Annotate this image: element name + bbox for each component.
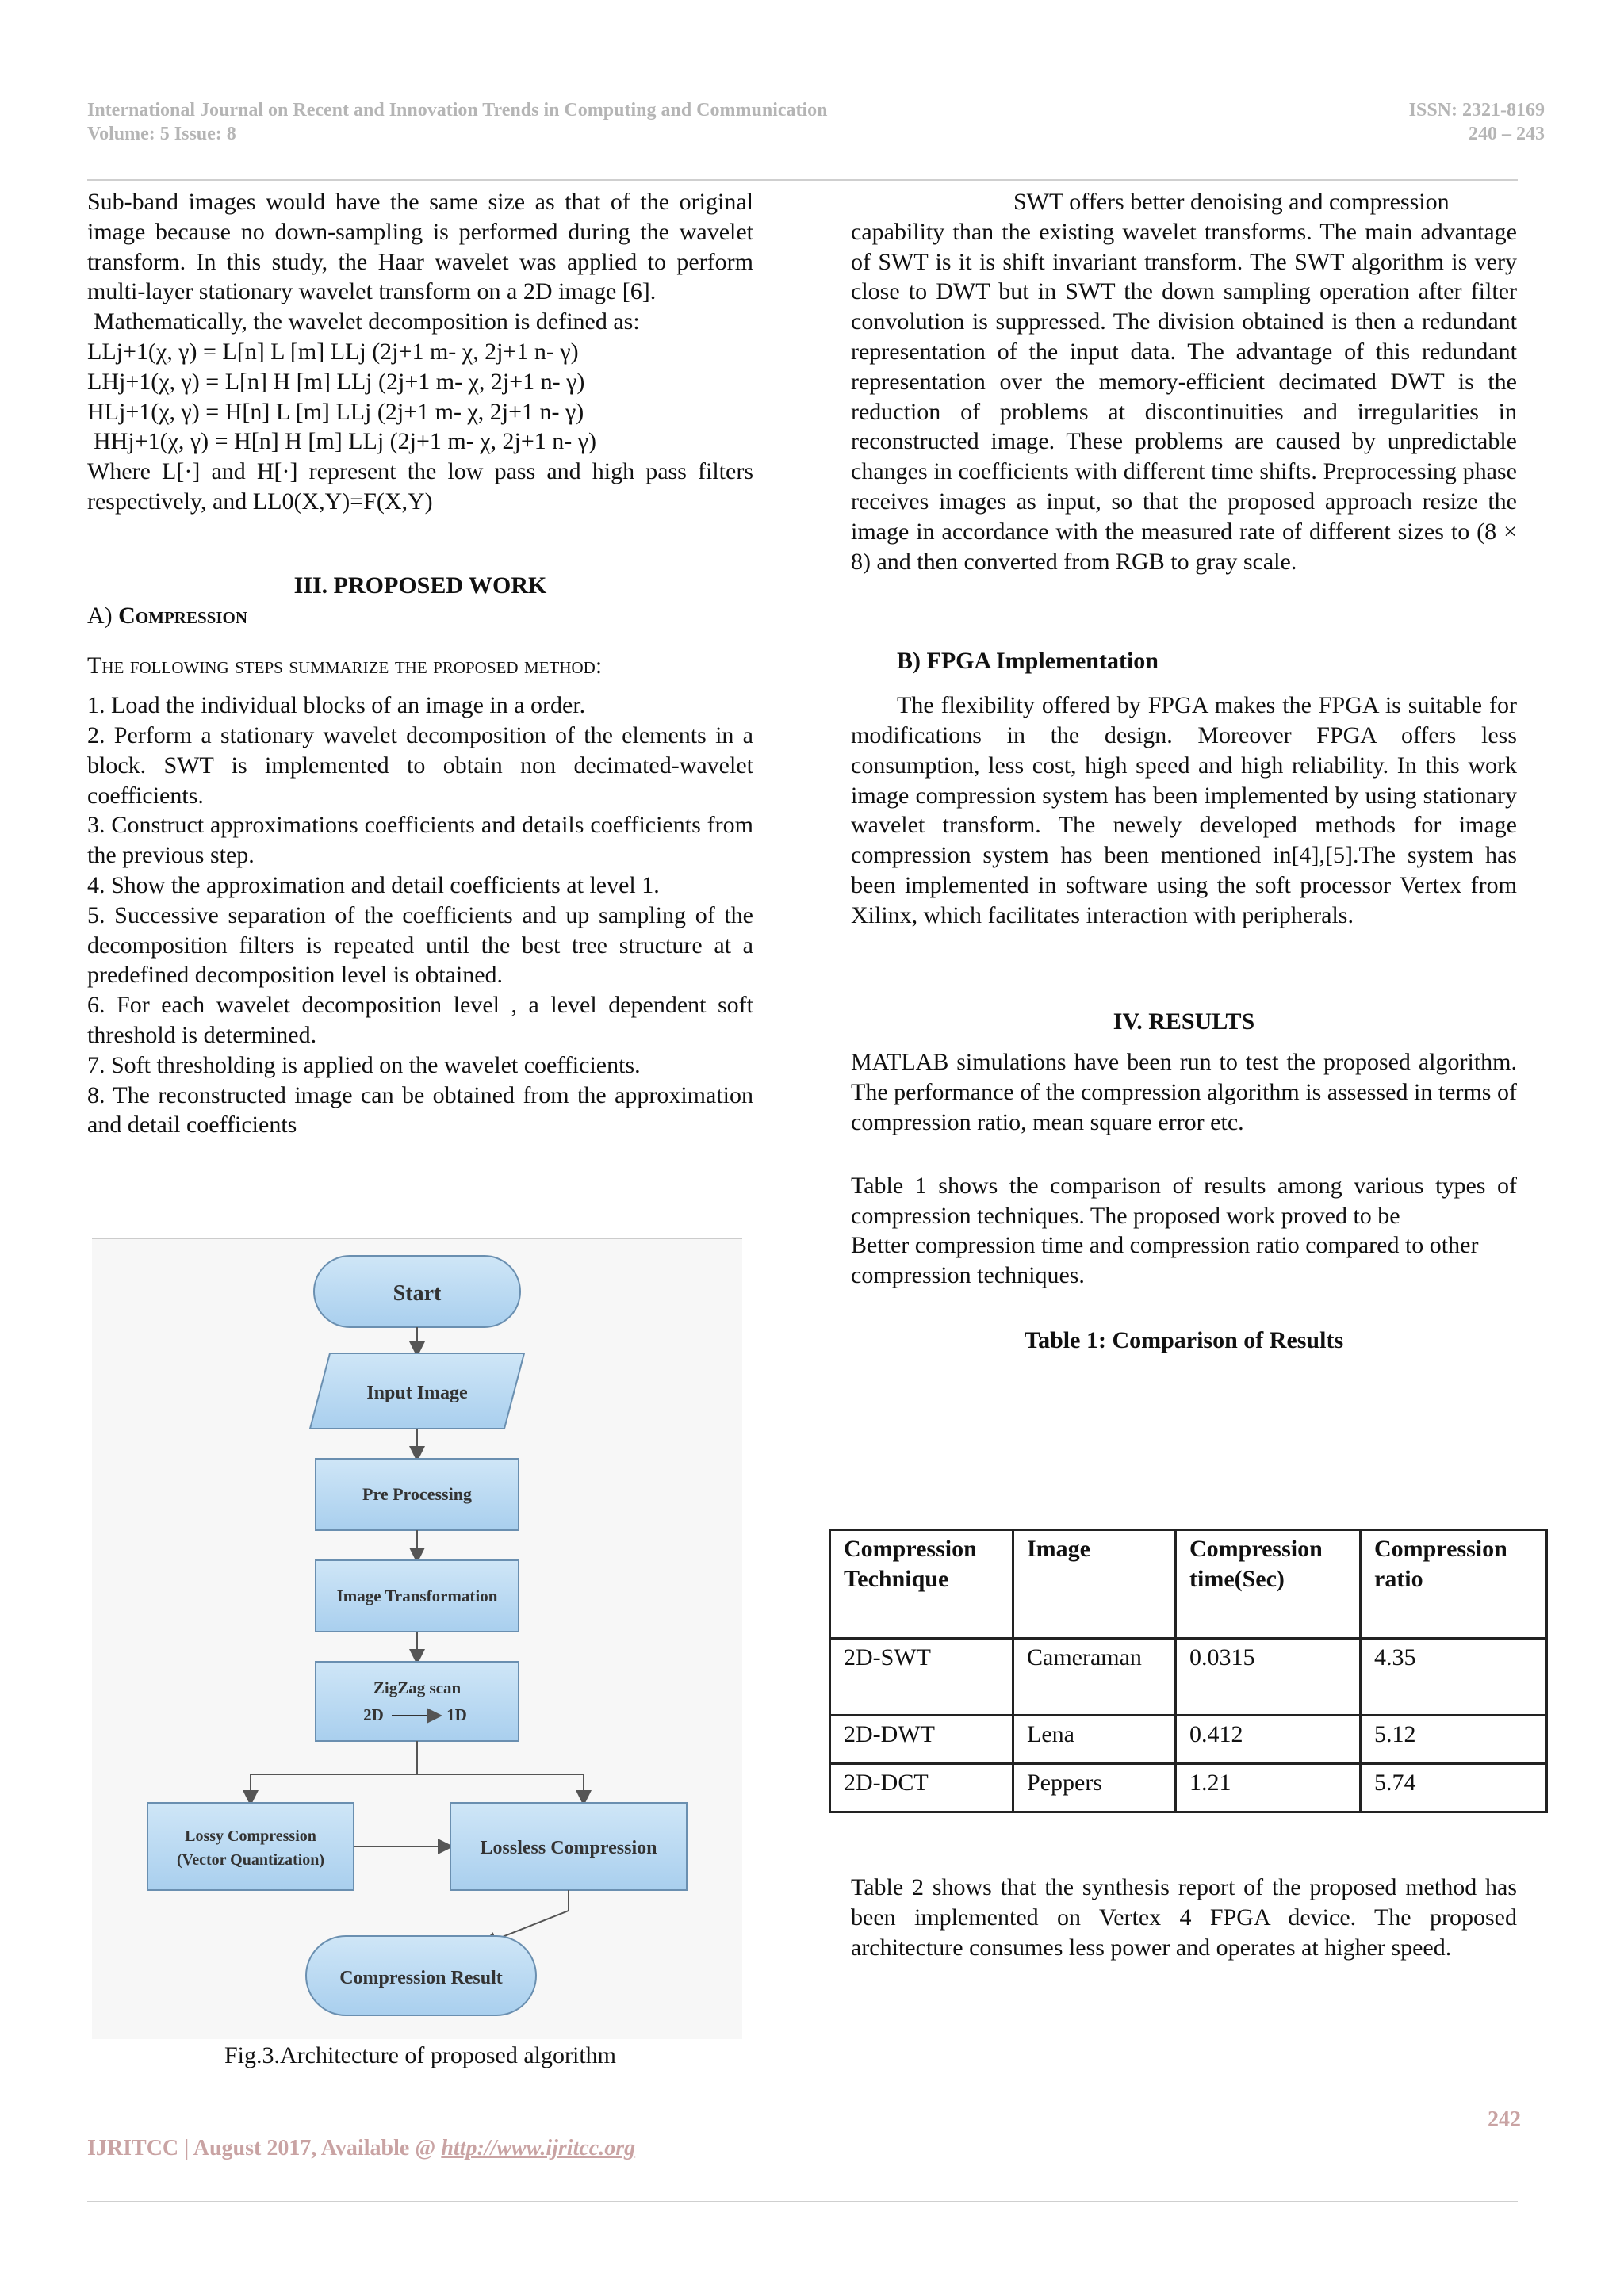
table-row — [830, 1764, 1547, 1812]
equation-lh: LHj+1(χ, γ) = L[n] H [m] LLj (2j+1 m- χ, 2j+1 n- γ) — [87, 368, 585, 395]
table-row — [830, 1639, 1547, 1716]
paragraph: Mathematically, the wavelet decomposition is defined as: — [94, 308, 640, 335]
image-transformation-label: Image Transformation — [336, 1586, 498, 1605]
subsection-heading — [87, 601, 753, 631]
lossy-label: Lossy Compression — [185, 1827, 316, 1845]
paragraph: capability than the existing wavelet transforms. The main advantage of SWT is it is shift invariant transform. The SWT algorithm is very close to DWT but in SWT the down sampling operation after filter convolution is suppressed. The division obtained is then a redundant representation of the input data. The advantage of this redundant representation over the memory-efficient decimated DWT is the reduction of problems at discontinuities and irregularities in reconstructed image. These problems are caused by unpredictable changes in coefficients with different time shifts. Preprocessing phase receives images as input, so that the proposed approach resize the image in accordance with the measured rate of different sizes to (8 × 8) and then converted from RGB to gray scale. — [851, 218, 1517, 575]
pre-processing-label: Pre Processing — [362, 1484, 472, 1504]
flowchart-svg — [92, 1238, 742, 2039]
flowchart-figure — [92, 1238, 742, 2039]
section-heading: IV. RESULTS — [1113, 1008, 1255, 1035]
subsection-prefix: A) — [87, 602, 119, 629]
lossless-label: Lossless Compression — [480, 1838, 657, 1858]
table-cell: 4.35 — [1361, 1639, 1547, 1716]
list-item: 1. Load the individual blocks of an image in a order. — [87, 692, 586, 719]
section-heading: III. PROPOSED WORK — [293, 572, 547, 599]
equation-hh: HHj+1(χ, γ) = H[n] H [m] LLj (2j+1 m- χ, 2j+1 n- γ) — [94, 428, 597, 455]
zigzag-scan-node — [316, 1662, 519, 1741]
table-cell: 5.74 — [1361, 1764, 1547, 1812]
header-rule — [87, 179, 1518, 181]
paragraph: Sub-band images would have the same size as that of the original image because no down-sampling is performed during the wavelet transform. In this study, the Haar wavelet was applied to perform multi-layer stationary wavelet transform on a 2D image [6]. — [87, 189, 753, 305]
table-cell: Cameraman — [1013, 1639, 1176, 1716]
footer-rule — [87, 2201, 1518, 2202]
paragraph: The flexibility offered by FPGA makes the FPGA is suitable for modifications in the design. Moreover FPGA offers less consumption, less cost, high speed and high reliability. In this work image compression system has been implemented by using stationary wavelet transform. The newely developed methods for image compression system has been mentioned in[4],[5].The system has been implemented in software using the soft processor Vertex from Xilinx, which facilitates interaction with peripherals. — [851, 692, 1517, 928]
left-column — [87, 187, 753, 1140]
paragraph: Where L[·] and H[·] represent the low pass and high pass filters respectively, and LL0(X,Y)=F(X,Y) — [87, 458, 753, 515]
lossy-compression-node — [147, 1803, 354, 1890]
zigzag-2d-label: 2D — [363, 1705, 384, 1724]
list-item: 8. The reconstructed image can be obtained from the approximation and detail coefficients — [87, 1081, 753, 1138]
right-column-bottom — [851, 1873, 1517, 1962]
table-title: Table 1: Comparison of Results — [1024, 1326, 1344, 1353]
list-item: 5. Successive separation of the coefficients and up sampling of the decomposition filters is repeated until the best tree structure at a predefined decomposition level is obtained. — [87, 901, 753, 989]
table-cell: 2D-DCT — [830, 1764, 1013, 1812]
steps-intro: The following steps summarize the proposed method: — [87, 652, 603, 679]
input-image-label: Input Image — [366, 1383, 468, 1403]
table-cell: 0.412 — [1176, 1716, 1361, 1764]
equation-ll: LLj+1(χ, γ) = L[n] L [m] LLj (2j+1 m- χ, 2j+1 n- γ) — [87, 338, 579, 365]
figure-caption: Fig.3.Architecture of proposed algorithm — [224, 2042, 617, 2068]
table-header-cell: Compression ratio — [1361, 1530, 1547, 1639]
list-item: 6. For each wavelet decomposition level , a level dependent soft threshold is determined. — [87, 992, 753, 1048]
table-cell: 5.12 — [1361, 1716, 1547, 1764]
paragraph: MATLAB simulations have been run to test the proposed algorithm. The performance of the compression algorithm is assessed in terms of compression ratio, mean square error etc. — [851, 1049, 1517, 1135]
table-header-cell: Compression time(Sec) — [1176, 1530, 1361, 1639]
list-item: 4. Show the approximation and detail coefficients at level 1. — [87, 871, 660, 898]
table-cell: 0.0315 — [1176, 1639, 1361, 1716]
equation-hl: HLj+1(χ, γ) = H[n] L [m] LLj (2j+1 m- χ, 2j+1 n- γ) — [87, 398, 584, 425]
list-item: 3. Construct approximations coefficients and details coefficients from the previous step. — [87, 812, 753, 869]
page-number: 242 — [1488, 2107, 1521, 2132]
list-item: 7. Soft thresholding is applied on the wavelet coefficients. — [87, 1051, 641, 1078]
right-column — [851, 187, 1517, 1356]
list-item: 2. Perform a stationary wavelet decomposition of the elements in a block. SWT is implemented to obtain non decimated-wavelet coefficients. — [87, 721, 753, 809]
zigzag-1d-label: 1D — [446, 1705, 467, 1724]
table-cell: 2D-DWT — [830, 1716, 1013, 1764]
table-cell: 2D-SWT — [830, 1639, 1013, 1716]
table-header-row — [830, 1530, 1547, 1639]
running-header-left — [87, 98, 828, 146]
subsection-title: Compression — [118, 602, 248, 629]
running-header-right — [1409, 98, 1545, 146]
table-cell: Peppers — [1013, 1764, 1176, 1812]
journal-link[interactable]: http://www.ijritcc.org — [441, 2136, 636, 2160]
table-cell: Lena — [1013, 1716, 1176, 1764]
issn: ISSN: 2321-8169 — [1408, 100, 1545, 121]
subsection-heading: B) FPGA Implementation — [897, 648, 1159, 675]
footer — [87, 2136, 635, 2161]
journal-title: International Journal on Recent and Innovation Trends in Computing and Communication — [87, 100, 828, 121]
paragraph: Table 2 shows that the synthesis report of the proposed method has been implemented on Vertex 4 FPGA device. The proposed architecture consumes less power and operates at higher speed. — [851, 1874, 1517, 1961]
zigzag-label: ZigZag scan — [373, 1678, 462, 1697]
paragraph: Better compression time and compression ratio compared to other compression techniques. — [851, 1232, 1479, 1289]
paragraph-lead: SWT offers better denoising and compression — [1013, 189, 1450, 215]
paragraph: Table 1 shows the comparison of results among various types of compression techniques. The proposed work proved to be — [851, 1172, 1517, 1229]
start-label: Start — [393, 1281, 442, 1306]
page-range: 240 – 243 — [1469, 124, 1545, 144]
table-cell: 1.21 — [1176, 1764, 1361, 1812]
volume-issue: Volume: 5 Issue: 8 — [87, 124, 236, 144]
footer-text: IJRITCC | August 2017, Available @ — [87, 2136, 442, 2160]
compression-result-label: Compression Result — [339, 1968, 503, 1988]
table-row — [830, 1716, 1547, 1764]
table-header-cell: Image — [1013, 1530, 1176, 1639]
table-header-cell: Compression Technique — [830, 1530, 1013, 1639]
lossy-sublabel: (Vector Quantization) — [176, 1851, 325, 1869]
results-table — [829, 1529, 1548, 1813]
